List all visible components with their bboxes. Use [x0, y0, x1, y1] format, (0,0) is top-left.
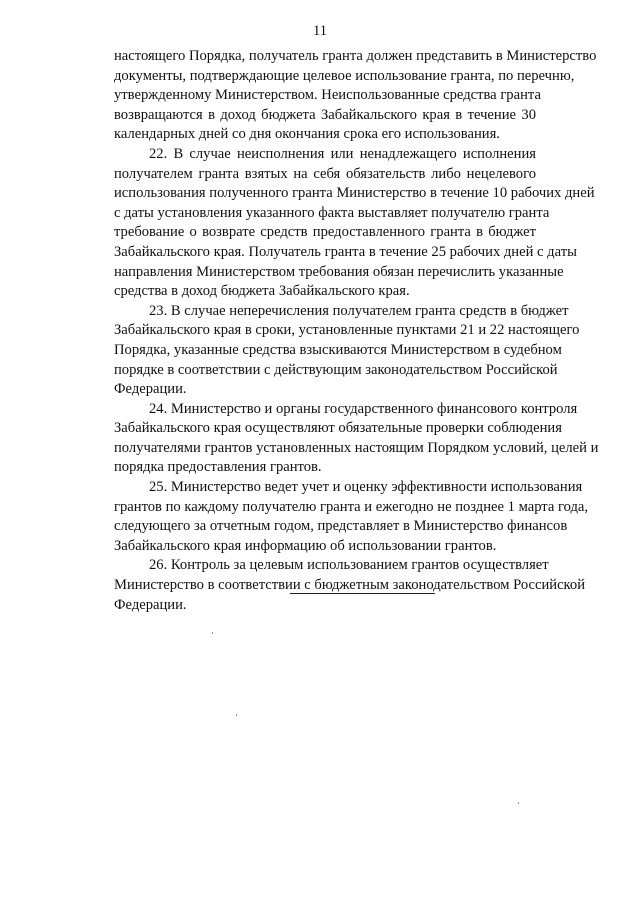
paragraph-item-26 — [114, 556, 586, 615]
scan-speck — [236, 714, 237, 716]
paragraph-item-23 — [114, 302, 580, 400]
text-line: Забайкальского края информацию об использовании грантов. — [114, 537, 497, 554]
text-line: календарных дней со дня окончания срока его использования. — [114, 126, 500, 143]
text-line: следующего за отчетным годом, представляет в Министерство финансов — [114, 518, 568, 535]
text-line: Забайкальского края. Получатель гранта в течение 25 рабочих дней с даты — [114, 243, 577, 260]
paragraph-item-24 — [114, 400, 599, 478]
text-line: Забайкальского края в сроки, установленные пунктами 21 и 22 настоящего — [114, 322, 580, 339]
text-line: Федерации. — [114, 596, 187, 613]
text-line: порядка предоставления грантов. — [114, 459, 322, 476]
text-line: направления Министерством требования обязан перечислить указанные — [114, 263, 564, 280]
text-line: использования полученного гранта Министерство в течение 10 рабочих дней — [114, 185, 595, 202]
text-line: настоящего Порядка, получатель гранта должен представить в Министерство — [114, 48, 597, 64]
text-line: средства в доход бюджета Забайкальского края. — [114, 283, 410, 300]
text-line: Министерство в соответствии с бюджетным законодательством Российской — [114, 577, 586, 594]
text-line: 23. В случае неперечисления получателем гранта средств в бюджет — [149, 302, 569, 319]
text-line: грантов по каждому получателю гранта и ежегодно не позднее 1 марта года, — [114, 498, 589, 515]
scan-speck — [518, 802, 519, 804]
text-line: 24. Министерство и органы государственного финансового контроля — [149, 400, 578, 417]
text-line: требование о возврате средств предоставленного гранта в бюджет — [114, 224, 536, 241]
text-line: порядке в соответствии с действующим законодательством Российской — [114, 361, 558, 378]
text-line: 22. В случае неисполнения или ненадлежащего исполнения — [149, 145, 536, 162]
text-line: с даты установления указанного факта выставляет получателю гранта — [114, 204, 550, 221]
text-line: документы, подтверждающие целевое использование гранта, по перечню, — [114, 67, 575, 84]
end-separator-line — [290, 593, 435, 594]
text-line: утвержденному Министерством. Неиспользованные средства гранта — [114, 87, 541, 104]
text-line: 25. Министерство ведет учет и оценку эффективности использования — [149, 479, 583, 496]
text-line: Забайкальского края осуществляют обязательные проверки соблюдения — [114, 420, 562, 437]
paragraph-continuation — [114, 47, 597, 145]
text-line: возвращаются в доход бюджета Забайкальского края в течение 30 — [114, 106, 536, 123]
page-number: 11 — [313, 23, 327, 39]
document-body — [114, 47, 599, 615]
text-line: Порядка, указанные средства взыскиваются Министерством в судебном — [114, 341, 562, 358]
scan-speck — [212, 632, 213, 634]
text-line: получателями грантов установленных настоящим Порядком условий, целей и — [114, 439, 599, 456]
paragraph-item-22 — [114, 145, 595, 302]
paragraph-item-25 — [114, 478, 589, 556]
text-line: 26. Контроль за целевым использованием грантов осуществляет — [149, 557, 549, 574]
text-line: получателем гранта взятых на себя обязательств либо нецелевого — [114, 165, 536, 182]
text-line: Федерации. — [114, 381, 187, 398]
